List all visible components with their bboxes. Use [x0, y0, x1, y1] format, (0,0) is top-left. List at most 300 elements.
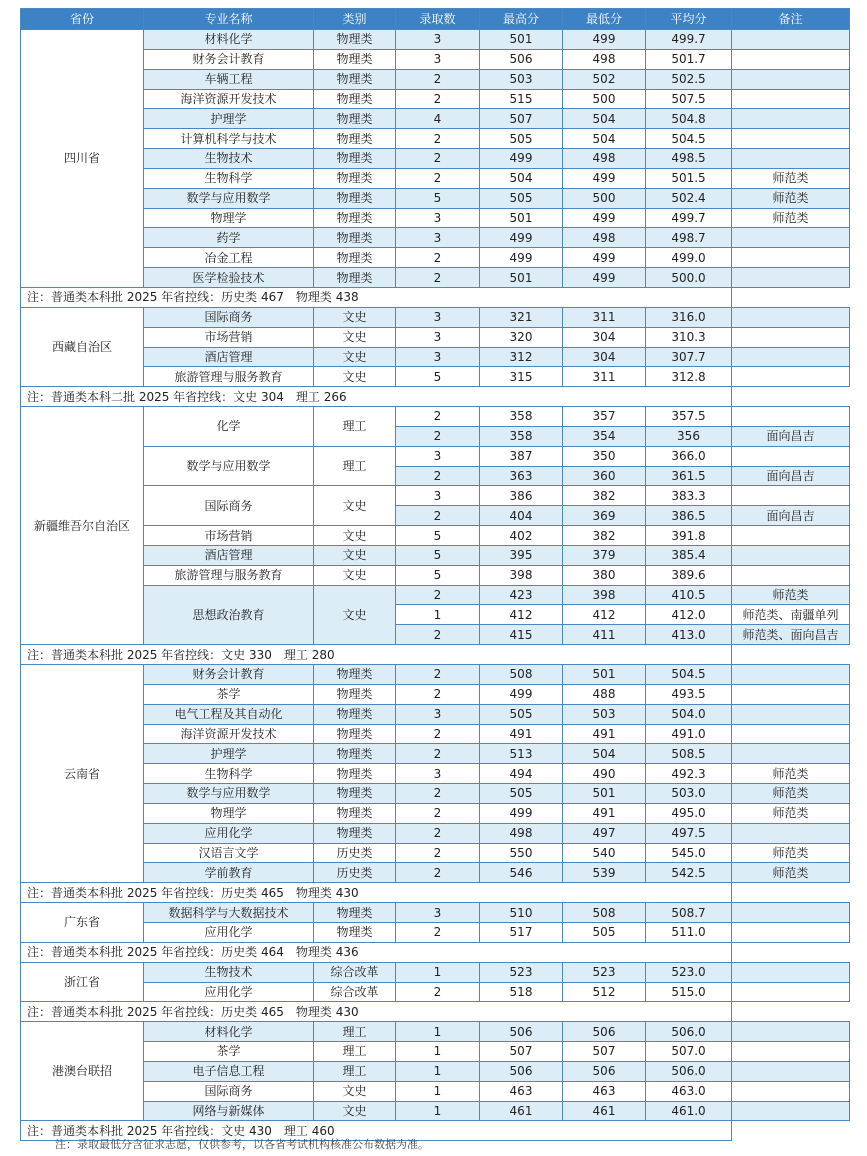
max-score-cell: 505: [480, 784, 563, 804]
max-score-cell: 546: [480, 863, 563, 883]
admitted-count-cell: 3: [396, 486, 480, 506]
remarks-cell: [732, 307, 850, 327]
avg-score-cell: 500.0: [646, 268, 732, 288]
max-score-cell: 518: [480, 982, 563, 1002]
admitted-count-cell: 2: [396, 248, 480, 268]
major-cell: 汉语言文学: [144, 843, 314, 863]
category-cell: 物理类: [314, 665, 396, 685]
min-score-cell: 508: [563, 903, 646, 923]
footnote: 注：录取最低分含征求志愿，仅供参考，以各省考试机构核准公布数据为准。: [55, 1138, 429, 1151]
admitted-count-cell: 1: [396, 1022, 480, 1042]
table-row: [21, 407, 850, 427]
major-cell: 材料化学: [144, 1022, 314, 1042]
min-score-cell: 488: [563, 684, 646, 704]
avg-score-cell: 491.0: [646, 724, 732, 744]
category-cell: 文史: [314, 1101, 396, 1121]
remarks-cell: [732, 407, 850, 427]
remarks-cell: [732, 545, 850, 565]
min-score-cell: 357: [563, 407, 646, 427]
admitted-count-cell: 5: [396, 526, 480, 546]
min-score-cell: 507: [563, 1042, 646, 1062]
remarks-cell: [732, 149, 850, 169]
major-cell: 国际商务: [144, 307, 314, 327]
max-score-cell: 315: [480, 367, 563, 387]
avg-score-cell: 498.5: [646, 149, 732, 169]
category-cell: 物理类: [314, 168, 396, 188]
category-cell: 物理类: [314, 684, 396, 704]
province-section: [21, 962, 850, 1022]
major-cell: 网络与新媒体: [144, 1101, 314, 1121]
max-score-cell: 395: [480, 545, 563, 565]
admitted-count-cell: 3: [396, 307, 480, 327]
table-row: [21, 367, 850, 387]
province-section: [21, 307, 850, 406]
major-cell: 医学检验技术: [144, 268, 314, 288]
major-cell: 冶金工程: [144, 248, 314, 268]
major-cell: 生物科学: [144, 168, 314, 188]
major-cell: 海洋资源开发技术: [144, 724, 314, 744]
table-row: [21, 704, 850, 724]
avg-score-cell: 511.0: [646, 922, 732, 942]
avg-score-cell: 504.8: [646, 109, 732, 129]
avg-score-cell: 463.0: [646, 1081, 732, 1101]
max-score-cell: 363: [480, 466, 563, 486]
major-cell: 茶学: [144, 684, 314, 704]
remarks-cell: [732, 109, 850, 129]
max-score-cell: 506: [480, 49, 563, 69]
max-score-cell: 513: [480, 744, 563, 764]
admitted-count-cell: 2: [396, 168, 480, 188]
admission-score-table: [20, 8, 850, 1141]
max-score-cell: 320: [480, 327, 563, 347]
avg-score-cell: 499.7: [646, 208, 732, 228]
major-cell: 生物科学: [144, 764, 314, 784]
table-row: [21, 129, 850, 149]
avg-score-cell: 356: [646, 426, 732, 446]
min-score-cell: 504: [563, 129, 646, 149]
min-score-cell: 304: [563, 347, 646, 367]
major-cell: 应用化学: [144, 823, 314, 843]
avg-score-cell: 499.0: [646, 248, 732, 268]
max-score-cell: 412: [480, 605, 563, 625]
admitted-count-cell: 2: [396, 744, 480, 764]
min-score-cell: 412: [563, 605, 646, 625]
remarks-cell: [732, 1061, 850, 1081]
min-score-cell: 498: [563, 49, 646, 69]
remarks-cell: [732, 1042, 850, 1062]
province-note-cell: 注：普通类本科批 2025 年省控线：历史类 467 物理类 438: [21, 287, 732, 307]
avg-score-cell: 507.0: [646, 1042, 732, 1062]
major-cell: 数据科学与大数据技术: [144, 903, 314, 923]
admitted-count-cell: 3: [396, 903, 480, 923]
major-cell: 数学与应用数学: [144, 784, 314, 804]
max-score-cell: 503: [480, 69, 563, 89]
admitted-count-cell: 1: [396, 1061, 480, 1081]
max-score-cell: 510: [480, 903, 563, 923]
admitted-count-cell: 3: [396, 30, 480, 50]
max-score-cell: 506: [480, 1061, 563, 1081]
max-score-cell: 517: [480, 922, 563, 942]
province-note-cell: 注：普通类本科二批 2025 年省控线：文史 304 理工 266: [21, 387, 732, 407]
min-score-cell: 398: [563, 585, 646, 605]
max-score-cell: 461: [480, 1101, 563, 1121]
min-score-cell: 382: [563, 526, 646, 546]
remarks-cell: [732, 1081, 850, 1101]
header-min-score: 最低分: [563, 9, 646, 30]
min-score-cell: 500: [563, 89, 646, 109]
admitted-count-cell: 2: [396, 922, 480, 942]
avg-score-cell: 542.5: [646, 863, 732, 883]
province-note-row: [21, 645, 850, 665]
admitted-count-cell: 2: [396, 724, 480, 744]
avg-score-cell: 391.8: [646, 526, 732, 546]
min-score-cell: 503: [563, 704, 646, 724]
province-name-cell: 浙江省: [21, 962, 144, 1002]
avg-score-cell: 504.0: [646, 704, 732, 724]
table-row: [21, 49, 850, 69]
table-row: [21, 843, 850, 863]
min-score-cell: 498: [563, 149, 646, 169]
province-note-row: [21, 387, 850, 407]
major-cell: 酒店管理: [144, 545, 314, 565]
avg-score-cell: 361.5: [646, 466, 732, 486]
admitted-count-cell: 3: [396, 49, 480, 69]
avg-score-cell: 389.6: [646, 565, 732, 585]
table-row: [21, 1081, 850, 1101]
max-score-cell: 501: [480, 30, 563, 50]
min-score-cell: 540: [563, 843, 646, 863]
category-cell: 物理类: [314, 922, 396, 942]
province-note-row: [21, 287, 850, 307]
admitted-count-cell: 2: [396, 843, 480, 863]
admitted-count-cell: 2: [396, 69, 480, 89]
category-cell: 物理类: [314, 149, 396, 169]
province-name-cell: 西藏自治区: [21, 307, 144, 386]
major-cell: 旅游管理与服务教育: [144, 367, 314, 387]
remarks-cell: [732, 89, 850, 109]
category-cell: 物理类: [314, 69, 396, 89]
remarks-cell: 师范类: [732, 585, 850, 605]
avg-score-cell: 316.0: [646, 307, 732, 327]
category-cell: 物理类: [314, 228, 396, 248]
avg-score-cell: 385.4: [646, 545, 732, 565]
category-cell: 物理类: [314, 268, 396, 288]
remarks-cell: 师范类: [732, 208, 850, 228]
category-cell: 物理类: [314, 903, 396, 923]
major-cell: 财务会计教育: [144, 665, 314, 685]
remarks-cell: [732, 446, 850, 466]
max-score-cell: 515: [480, 89, 563, 109]
table-row: [21, 268, 850, 288]
major-cell: 财务会计教育: [144, 49, 314, 69]
header-province: 省份: [21, 9, 144, 30]
province-name-cell: 四川省: [21, 30, 144, 288]
min-score-cell: 380: [563, 565, 646, 585]
max-score-cell: 415: [480, 625, 563, 645]
avg-score-cell: 312.8: [646, 367, 732, 387]
table-row: [21, 684, 850, 704]
admitted-count-cell: 2: [396, 585, 480, 605]
remarks-cell: [732, 744, 850, 764]
max-score-cell: 386: [480, 486, 563, 506]
province-section: [21, 407, 850, 665]
avg-score-cell: 545.0: [646, 843, 732, 863]
admitted-count-cell: 3: [396, 446, 480, 466]
min-score-cell: 304: [563, 327, 646, 347]
remarks-cell: [732, 724, 850, 744]
admitted-count-cell: 2: [396, 407, 480, 427]
table-row: [21, 665, 850, 685]
admitted-count-cell: 3: [396, 327, 480, 347]
avg-score-cell: 504.5: [646, 129, 732, 149]
min-score-cell: 463: [563, 1081, 646, 1101]
max-score-cell: 507: [480, 109, 563, 129]
table-row: [21, 922, 850, 942]
avg-score-cell: 506.0: [646, 1061, 732, 1081]
admitted-count-cell: 2: [396, 89, 480, 109]
province-note-row: [21, 1002, 850, 1022]
admitted-count-cell: 1: [396, 605, 480, 625]
table-row: [21, 228, 850, 248]
avg-score-cell: 523.0: [646, 962, 732, 982]
min-score-cell: 505: [563, 922, 646, 942]
remarks-cell: [732, 327, 850, 347]
table-row: [21, 803, 850, 823]
table-row: [21, 903, 850, 923]
min-score-cell: 512: [563, 982, 646, 1002]
admitted-count-cell: 2: [396, 863, 480, 883]
min-score-cell: 369: [563, 506, 646, 526]
category-cell: 物理类: [314, 89, 396, 109]
admitted-count-cell: 5: [396, 565, 480, 585]
avg-score-cell: 357.5: [646, 407, 732, 427]
min-score-cell: 501: [563, 784, 646, 804]
min-score-cell: 311: [563, 367, 646, 387]
category-cell: 物理类: [314, 724, 396, 744]
min-score-cell: 499: [563, 168, 646, 188]
category-cell: 理工: [314, 1061, 396, 1081]
major-cell: 思想政治教育: [144, 585, 314, 645]
major-cell: 材料化学: [144, 30, 314, 50]
table-row: [21, 486, 850, 506]
category-cell: 物理类: [314, 823, 396, 843]
major-cell: 药学: [144, 228, 314, 248]
admitted-count-cell: 5: [396, 188, 480, 208]
header-category: 类别: [314, 9, 396, 30]
avg-score-cell: 310.3: [646, 327, 732, 347]
admitted-count-cell: 2: [396, 426, 480, 446]
table-row: [21, 545, 850, 565]
major-cell: 计算机科学与技术: [144, 129, 314, 149]
province-name-cell: 新疆维吾尔自治区: [21, 407, 144, 645]
category-cell: 物理类: [314, 744, 396, 764]
major-cell: 电子信息工程: [144, 1061, 314, 1081]
remarks-cell: [732, 49, 850, 69]
admitted-count-cell: 5: [396, 367, 480, 387]
remarks-cell: [732, 526, 850, 546]
major-cell: 市场营销: [144, 526, 314, 546]
avg-score-cell: 507.5: [646, 89, 732, 109]
category-cell: 文史: [314, 1081, 396, 1101]
remarks-cell: [732, 823, 850, 843]
min-score-cell: 311: [563, 307, 646, 327]
province-name-cell: 港澳台联招: [21, 1022, 144, 1121]
max-score-cell: 463: [480, 1081, 563, 1101]
category-cell: 物理类: [314, 188, 396, 208]
max-score-cell: 358: [480, 426, 563, 446]
max-score-cell: 499: [480, 803, 563, 823]
avg-score-cell: 504.5: [646, 665, 732, 685]
avg-score-cell: 497.5: [646, 823, 732, 843]
category-cell: 综合改革: [314, 982, 396, 1002]
remarks-cell: [732, 347, 850, 367]
admitted-count-cell: 3: [396, 764, 480, 784]
province-note-cell: 注：普通类本科批 2025 年省控线：历史类 465 物理类 430: [21, 883, 732, 903]
admitted-count-cell: 2: [396, 803, 480, 823]
table-row: [21, 1022, 850, 1042]
remarks-cell: [732, 367, 850, 387]
admitted-count-cell: 2: [396, 684, 480, 704]
min-score-cell: 506: [563, 1022, 646, 1042]
category-cell: 文史: [314, 307, 396, 327]
province-note-row: [21, 883, 850, 903]
min-score-cell: 499: [563, 248, 646, 268]
max-score-cell: 321: [480, 307, 563, 327]
min-score-cell: 499: [563, 30, 646, 50]
category-cell: 物理类: [314, 30, 396, 50]
table-row: [21, 565, 850, 585]
province-note-row: [21, 942, 850, 962]
remarks-cell: 师范类、南疆单列: [732, 605, 850, 625]
major-cell: 应用化学: [144, 922, 314, 942]
watermark: [529, 1104, 849, 1144]
avg-score-cell: 503.0: [646, 784, 732, 804]
major-cell: 国际商务: [144, 486, 314, 526]
admitted-count-cell: 2: [396, 506, 480, 526]
max-score-cell: 523: [480, 962, 563, 982]
min-score-cell: 499: [563, 268, 646, 288]
avg-score-cell: 502.5: [646, 69, 732, 89]
major-cell: 国际商务: [144, 1081, 314, 1101]
avg-score-cell: 386.5: [646, 506, 732, 526]
remarks-cell: [732, 982, 850, 1002]
table-row: [21, 69, 850, 89]
min-score-cell: 498: [563, 228, 646, 248]
category-cell: 物理类: [314, 764, 396, 784]
remarks-cell: 师范类: [732, 168, 850, 188]
header-admitted-count: 录取数: [396, 9, 480, 30]
category-cell: 文史: [314, 565, 396, 585]
remarks-cell: [732, 228, 850, 248]
province-section: [21, 665, 850, 903]
table-row: [21, 823, 850, 843]
table-row: [21, 744, 850, 764]
avg-score-cell: 461.0: [646, 1101, 732, 1121]
max-score-cell: 398: [480, 565, 563, 585]
header-remarks: 备注: [732, 9, 850, 30]
min-score-cell: 497: [563, 823, 646, 843]
admitted-count-cell: 1: [396, 1081, 480, 1101]
min-score-cell: 491: [563, 803, 646, 823]
min-score-cell: 350: [563, 446, 646, 466]
avg-score-cell: 410.5: [646, 585, 732, 605]
category-cell: 文史: [314, 367, 396, 387]
category-cell: 文史: [314, 585, 396, 645]
max-score-cell: 550: [480, 843, 563, 863]
major-cell: 应用化学: [144, 982, 314, 1002]
avg-score-cell: 508.5: [646, 744, 732, 764]
min-score-cell: 379: [563, 545, 646, 565]
admitted-count-cell: 3: [396, 228, 480, 248]
major-cell: 化学: [144, 407, 314, 447]
admitted-count-cell: 3: [396, 208, 480, 228]
avg-score-cell: 515.0: [646, 982, 732, 1002]
max-score-cell: 499: [480, 248, 563, 268]
avg-score-cell: 499.7: [646, 30, 732, 50]
category-cell: 理工: [314, 1022, 396, 1042]
min-score-cell: 461: [563, 1101, 646, 1121]
province-section: [21, 903, 850, 963]
major-cell: 生物技术: [144, 962, 314, 982]
admitted-count-cell: 3: [396, 347, 480, 367]
max-score-cell: 498: [480, 823, 563, 843]
admitted-count-cell: 2: [396, 268, 480, 288]
major-cell: 市场营销: [144, 327, 314, 347]
avg-score-cell: 495.0: [646, 803, 732, 823]
min-score-cell: 523: [563, 962, 646, 982]
min-score-cell: 539: [563, 863, 646, 883]
major-cell: 旅游管理与服务教育: [144, 565, 314, 585]
remarks-cell: [732, 129, 850, 149]
min-score-cell: 360: [563, 466, 646, 486]
avg-score-cell: 508.7: [646, 903, 732, 923]
min-score-cell: 502: [563, 69, 646, 89]
category-cell: 历史类: [314, 863, 396, 883]
header-max-score: 最高分: [480, 9, 563, 30]
avg-score-cell: 413.0: [646, 625, 732, 645]
avg-score-cell: 506.0: [646, 1022, 732, 1042]
table-row: [21, 724, 850, 744]
province-name-cell: 广东省: [21, 903, 144, 943]
major-cell: 护理学: [144, 744, 314, 764]
major-cell: 海洋资源开发技术: [144, 89, 314, 109]
major-cell: 物理学: [144, 803, 314, 823]
category-cell: 理工: [314, 407, 396, 447]
max-score-cell: 504: [480, 168, 563, 188]
remarks-cell: [732, 922, 850, 942]
table-row: [21, 962, 850, 982]
major-cell: 电气工程及其自动化: [144, 704, 314, 724]
header-row: [21, 9, 850, 30]
remarks-cell: [732, 486, 850, 506]
province-note-cell: 注：普通类本科批 2025 年省控线：文史 330 理工 280: [21, 645, 732, 665]
table-row: [21, 347, 850, 367]
major-cell: 车辆工程: [144, 69, 314, 89]
table-row: [21, 149, 850, 169]
avg-score-cell: 307.7: [646, 347, 732, 367]
remarks-cell: 面向昌吉: [732, 426, 850, 446]
table-row: [21, 1061, 850, 1081]
category-cell: 物理类: [314, 109, 396, 129]
remarks-cell: [732, 704, 850, 724]
admitted-count-cell: 4: [396, 109, 480, 129]
remarks-cell: [732, 1022, 850, 1042]
max-score-cell: 494: [480, 764, 563, 784]
admitted-count-cell: 1: [396, 1042, 480, 1062]
max-score-cell: 402: [480, 526, 563, 546]
category-cell: 理工: [314, 1042, 396, 1062]
max-score-cell: 358: [480, 407, 563, 427]
